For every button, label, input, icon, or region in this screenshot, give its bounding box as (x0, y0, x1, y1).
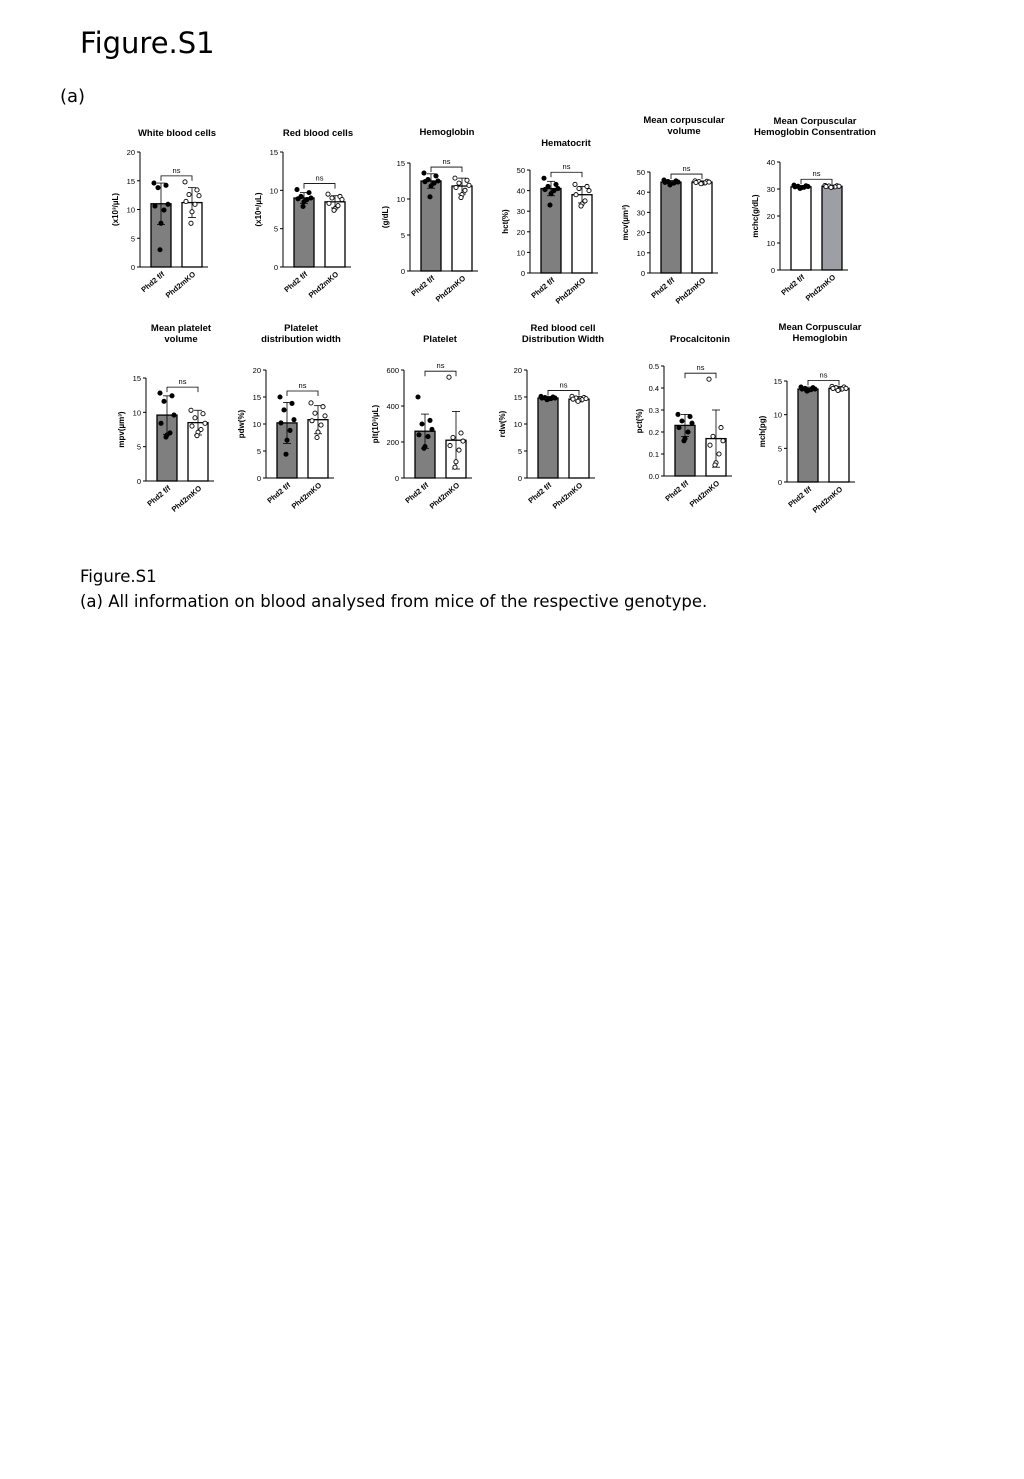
data-point (159, 421, 163, 425)
y-tick-label: 50 (636, 168, 645, 177)
data-point (459, 431, 463, 435)
data-point (459, 195, 463, 199)
figure-charts (0, 0, 1024, 560)
data-point (451, 435, 455, 439)
data-point (556, 186, 560, 190)
y-tick-label: 600 (386, 366, 399, 375)
data-point (201, 412, 205, 416)
data-point (195, 434, 199, 438)
data-point (288, 428, 292, 432)
data-point (189, 221, 193, 225)
data-point (454, 460, 458, 464)
data-point (793, 185, 797, 189)
data-point (319, 423, 323, 427)
significance-bracket (431, 167, 462, 172)
data-point (694, 180, 698, 184)
y-axis-label: mcv(µm³) (621, 204, 630, 241)
data-point (573, 182, 577, 186)
data-point (428, 195, 432, 199)
data-point (187, 192, 191, 196)
y-tick-label: 5 (136, 442, 141, 452)
bar-control (541, 189, 561, 273)
y-axis-label: mchc(g/dL) (751, 194, 760, 238)
bar-knockout (569, 399, 589, 478)
significance-label: ns (559, 380, 568, 390)
data-point (340, 197, 344, 201)
data-point (184, 199, 188, 203)
significance-label: ns (315, 173, 324, 183)
x-tick-label: Phd2mKO (169, 483, 204, 514)
y-tick-label: 15 (132, 374, 141, 383)
bar-control (798, 389, 818, 482)
significance-label: ns (562, 162, 571, 172)
x-tick-label: Phd2 f/f (786, 484, 814, 510)
y-tick-label: 10 (766, 239, 775, 248)
data-point (686, 430, 690, 434)
y-tick-label: 10 (516, 248, 525, 258)
y-tick-label: 10 (773, 410, 782, 420)
y-tick-label: 5 (256, 447, 261, 456)
significance-bracket (161, 176, 192, 181)
data-point (800, 387, 804, 391)
chart-title: Hemoglobin (792, 333, 848, 344)
y-tick-label: 20 (513, 366, 522, 375)
y-tick-label: 10 (396, 195, 405, 204)
data-point (798, 186, 802, 190)
data-point (164, 183, 168, 187)
y-axis-label: pct(%) (635, 408, 644, 434)
data-point (680, 419, 684, 423)
chart-title: Platelet (284, 323, 318, 334)
data-point (279, 421, 283, 425)
data-point (330, 196, 334, 200)
chart-title: Mean platelet (150, 323, 212, 334)
data-point (719, 426, 723, 430)
significance-label: ns (682, 164, 691, 174)
data-point (290, 401, 294, 405)
data-point (584, 397, 588, 401)
data-point (688, 415, 692, 419)
data-point (574, 193, 578, 197)
y-axis-label: hct(%) (501, 209, 510, 234)
significance-label: ns (178, 377, 187, 387)
x-tick-label: Phd2 f/f (145, 483, 173, 509)
y-tick-label: 15 (773, 377, 782, 386)
y-axis-label: (x10⁶/µL) (254, 192, 263, 227)
significance-bracket (671, 174, 702, 179)
y-axis-label: (g/dL) (381, 205, 390, 229)
y-tick-label: 20 (636, 228, 645, 238)
significance-bracket (167, 387, 198, 392)
y-tick-label: 50 (516, 166, 525, 175)
x-tick-label: Phd2mKO (810, 484, 845, 515)
y-tick-label: 10 (513, 420, 522, 429)
data-point (417, 433, 421, 437)
data-point (315, 435, 319, 439)
bar-knockout (692, 182, 712, 273)
y-tick-label: 0.5 (648, 362, 659, 371)
data-point (285, 438, 289, 442)
data-point (158, 391, 162, 395)
x-tick-label: Phd2mKO (163, 269, 198, 300)
chart-6 (117, 323, 214, 514)
data-point (542, 176, 546, 180)
data-point (447, 375, 451, 379)
y-tick-label: 0 (517, 474, 522, 483)
data-point (423, 180, 427, 184)
data-point (579, 204, 583, 208)
significance-bracket (304, 184, 335, 189)
x-tick-label: Phd2mKO (803, 272, 838, 303)
data-point (162, 208, 166, 212)
data-point (292, 418, 296, 422)
data-point (436, 179, 440, 183)
chart-title: Hemoglobin Consentration (754, 127, 876, 138)
y-axis-label: rdw(%) (498, 410, 507, 438)
data-point (422, 446, 426, 450)
data-point (707, 180, 711, 184)
data-point (805, 389, 809, 393)
y-tick-label: 5 (517, 447, 522, 456)
y-tick-label: 30 (766, 185, 775, 194)
data-point (302, 200, 306, 204)
data-point (278, 395, 282, 399)
data-point (429, 184, 433, 188)
significance-label: ns (819, 370, 828, 380)
x-tick-label: Phd2 f/f (282, 269, 310, 295)
data-point (707, 377, 711, 381)
x-tick-label: Phd2 f/f (265, 480, 293, 506)
significance-label: ns (298, 381, 307, 390)
data-point (463, 188, 467, 192)
data-point (677, 426, 681, 430)
y-tick-label: 15 (396, 159, 405, 168)
significance-bracket (685, 373, 716, 378)
y-tick-label: 5 (273, 224, 278, 234)
significance-bracket (425, 371, 456, 376)
data-point (323, 414, 327, 418)
significance-bracket (551, 172, 582, 177)
y-tick-label: 10 (126, 205, 135, 215)
y-tick-label: 30 (516, 207, 525, 217)
chart-title: Hematocrit (541, 138, 591, 149)
data-point (193, 416, 197, 420)
caption-title: Figure.S1 (80, 567, 157, 586)
data-point (548, 203, 552, 207)
data-point (332, 208, 336, 212)
x-tick-label: Phd2mKO (433, 273, 468, 304)
data-point (422, 171, 426, 175)
significance-label: ns (172, 165, 181, 175)
data-point (453, 465, 457, 469)
data-point (296, 197, 300, 201)
data-point (467, 183, 471, 187)
y-tick-label: 5 (777, 444, 782, 454)
y-tick-label: 400 (386, 402, 399, 411)
data-point (454, 185, 458, 189)
y-tick-label: 20 (516, 227, 525, 237)
y-tick-label: 15 (269, 148, 278, 157)
bar-control (791, 187, 811, 270)
data-point (553, 396, 557, 400)
chart-4 (621, 115, 725, 306)
chart-10 (635, 334, 732, 509)
page-title: Figure.S1 (80, 26, 215, 60)
y-tick-label: 0 (640, 269, 645, 278)
data-point (195, 188, 199, 192)
y-tick-label: 0 (394, 474, 399, 483)
data-point (158, 248, 162, 252)
y-tick-label: 0.4 (648, 384, 659, 393)
data-point (576, 399, 580, 403)
chart-title: Mean Corpuscular (778, 322, 862, 333)
data-point (585, 184, 589, 188)
x-tick-label: Phd2 f/f (663, 478, 691, 504)
y-tick-label: 5 (130, 234, 135, 244)
data-point (313, 411, 317, 415)
data-point (190, 424, 194, 428)
y-tick-label: 10 (132, 408, 141, 418)
data-point (676, 180, 680, 184)
x-tick-label: Phd2 f/f (409, 273, 437, 299)
x-tick-label: Phd2mKO (687, 478, 722, 509)
chart-title: Mean corpuscular (643, 115, 725, 126)
data-point (426, 435, 430, 439)
data-point (326, 192, 330, 196)
y-axis-label: (x10³/µL) (111, 192, 120, 227)
y-tick-label: 40 (636, 188, 645, 198)
data-point (170, 394, 174, 398)
data-point (844, 386, 848, 390)
data-point (721, 439, 725, 443)
chart-0 (111, 128, 216, 300)
x-tick-label: Phd2 f/f (403, 480, 431, 506)
data-point (159, 221, 163, 225)
data-point (309, 401, 313, 405)
x-tick-label: Phd2mKO (289, 480, 324, 511)
data-point (430, 427, 434, 431)
y-tick-label: 20 (252, 366, 261, 375)
x-tick-label: Phd2 f/f (649, 275, 677, 301)
y-tick-label: 5 (400, 231, 405, 240)
data-point (197, 194, 201, 198)
data-point (540, 396, 544, 400)
x-tick-label: Phd2 f/f (529, 275, 557, 301)
bar-knockout (822, 186, 842, 270)
data-point (420, 422, 424, 426)
chart-1 (254, 128, 353, 300)
data-point (837, 184, 841, 188)
x-tick-label: Phd2 f/f (526, 480, 554, 506)
data-point (461, 439, 465, 443)
data-point (301, 204, 305, 208)
chart-title: Procalcitonin (669, 334, 731, 345)
data-point (307, 191, 311, 195)
chart-2 (381, 127, 478, 304)
bar-control (661, 182, 681, 273)
data-point (190, 210, 194, 214)
x-tick-label: Phd2mKO (673, 275, 708, 306)
data-point (831, 386, 835, 390)
chart-8 (371, 334, 472, 511)
chart-title: Hemoglobin (419, 127, 475, 138)
y-axis-label: mch(pg) (758, 415, 767, 448)
y-tick-label: 40 (516, 186, 525, 196)
data-point (813, 387, 817, 391)
data-point (152, 181, 156, 185)
data-point (543, 187, 547, 191)
data-point (189, 408, 193, 412)
data-point (166, 202, 170, 206)
y-tick-label: 0 (273, 263, 278, 272)
x-tick-label: Phd2mKO (550, 480, 585, 511)
data-point (836, 388, 840, 392)
data-point (549, 192, 553, 196)
data-point (824, 184, 828, 188)
y-tick-label: 0.0 (648, 472, 659, 481)
data-point (711, 434, 715, 438)
data-point (708, 443, 712, 447)
data-point (717, 452, 721, 456)
y-tick-label: 30 (636, 208, 645, 218)
chart-title: White blood cells (137, 128, 217, 139)
data-point (457, 448, 461, 452)
y-tick-label: 10 (636, 248, 645, 258)
data-point (676, 412, 680, 416)
y-tick-label: 0.3 (648, 406, 659, 415)
data-point (162, 399, 166, 403)
data-point (571, 397, 575, 401)
y-tick-label: 40 (766, 158, 775, 167)
data-point (699, 182, 703, 186)
chart-title: Distribution Width (521, 334, 605, 345)
y-tick-label: 15 (126, 176, 135, 186)
chart-5 (751, 116, 876, 303)
data-point (448, 444, 452, 448)
x-tick-label: Phd2mKO (427, 480, 462, 511)
y-tick-label: 0 (400, 267, 405, 276)
data-point (172, 413, 176, 417)
significance-bracket (287, 391, 318, 396)
y-tick-label: 20 (126, 148, 135, 157)
data-point (428, 418, 432, 422)
data-point (295, 187, 299, 191)
x-tick-label: Phd2mKO (553, 275, 588, 306)
data-point (164, 435, 168, 439)
y-axis-label: pdw(%) (237, 409, 246, 439)
data-point (829, 185, 833, 189)
significance-bracket (808, 380, 839, 385)
significance-label: ns (436, 361, 445, 371)
data-point (690, 421, 694, 425)
chart-11 (758, 322, 862, 515)
y-tick-label: 15 (252, 393, 261, 402)
data-point (156, 186, 160, 190)
chart-7 (237, 323, 341, 511)
data-point (310, 419, 314, 423)
chart-title: distribution width (261, 334, 341, 345)
caption-text: (a) All information on blood analysed from mice of the respective genotype. (80, 592, 708, 611)
y-tick-label: 20 (766, 212, 775, 221)
data-point (457, 181, 461, 185)
data-point (713, 463, 717, 467)
data-point (203, 421, 207, 425)
data-point (284, 452, 288, 456)
chart-3 (501, 138, 598, 306)
panel-label: (a) (60, 86, 86, 107)
data-point (282, 408, 286, 412)
data-point (682, 439, 686, 443)
data-point (193, 202, 197, 206)
chart-title: Mean Corpuscular (773, 116, 857, 127)
chart-9 (498, 323, 604, 511)
chart-title: Red blood cells (282, 128, 354, 139)
x-tick-label: Phd2 f/f (139, 269, 167, 295)
figure-caption (80, 564, 707, 614)
data-point (453, 176, 457, 180)
data-point (153, 204, 157, 208)
data-point (663, 180, 667, 184)
y-tick-label: 0.1 (648, 450, 659, 459)
data-point (416, 395, 420, 399)
data-point (806, 184, 810, 188)
y-tick-label: 0.2 (648, 428, 659, 437)
chart-title: Red blood cell (530, 323, 596, 334)
y-tick-label: 10 (269, 186, 278, 196)
y-tick-label: 0 (520, 269, 525, 278)
x-tick-label: Phd2 f/f (779, 272, 807, 298)
data-point (316, 430, 320, 434)
y-tick-label: 15 (513, 393, 522, 402)
bar-knockout (829, 388, 849, 482)
y-tick-label: 0 (130, 263, 135, 272)
y-tick-label: 0 (256, 474, 261, 483)
x-tick-label: Phd2mKO (306, 269, 341, 300)
data-point (465, 178, 469, 182)
chart-title: volume (164, 334, 198, 345)
y-tick-label: 200 (386, 438, 399, 447)
significance-label: ns (812, 169, 821, 179)
chart-title: Platelet (423, 334, 457, 345)
data-point (554, 182, 558, 186)
data-point (321, 405, 325, 409)
data-point (434, 174, 438, 178)
y-tick-label: 0 (136, 477, 141, 486)
y-tick-label: 0 (770, 266, 775, 275)
bar-control (538, 398, 558, 478)
data-point (577, 186, 581, 190)
data-point (183, 180, 187, 184)
data-point (545, 398, 549, 402)
chart-title: volume (667, 126, 701, 137)
data-point (587, 189, 591, 193)
data-point (668, 183, 672, 187)
data-point (327, 201, 331, 205)
y-tick-label: 10 (252, 420, 261, 429)
y-axis-label: plt(10³/µL) (371, 404, 380, 444)
y-tick-label: 0 (777, 478, 782, 487)
y-axis-label: mpv(µm³) (117, 411, 126, 448)
significance-label: ns (696, 363, 705, 373)
significance-label: ns (442, 157, 451, 167)
